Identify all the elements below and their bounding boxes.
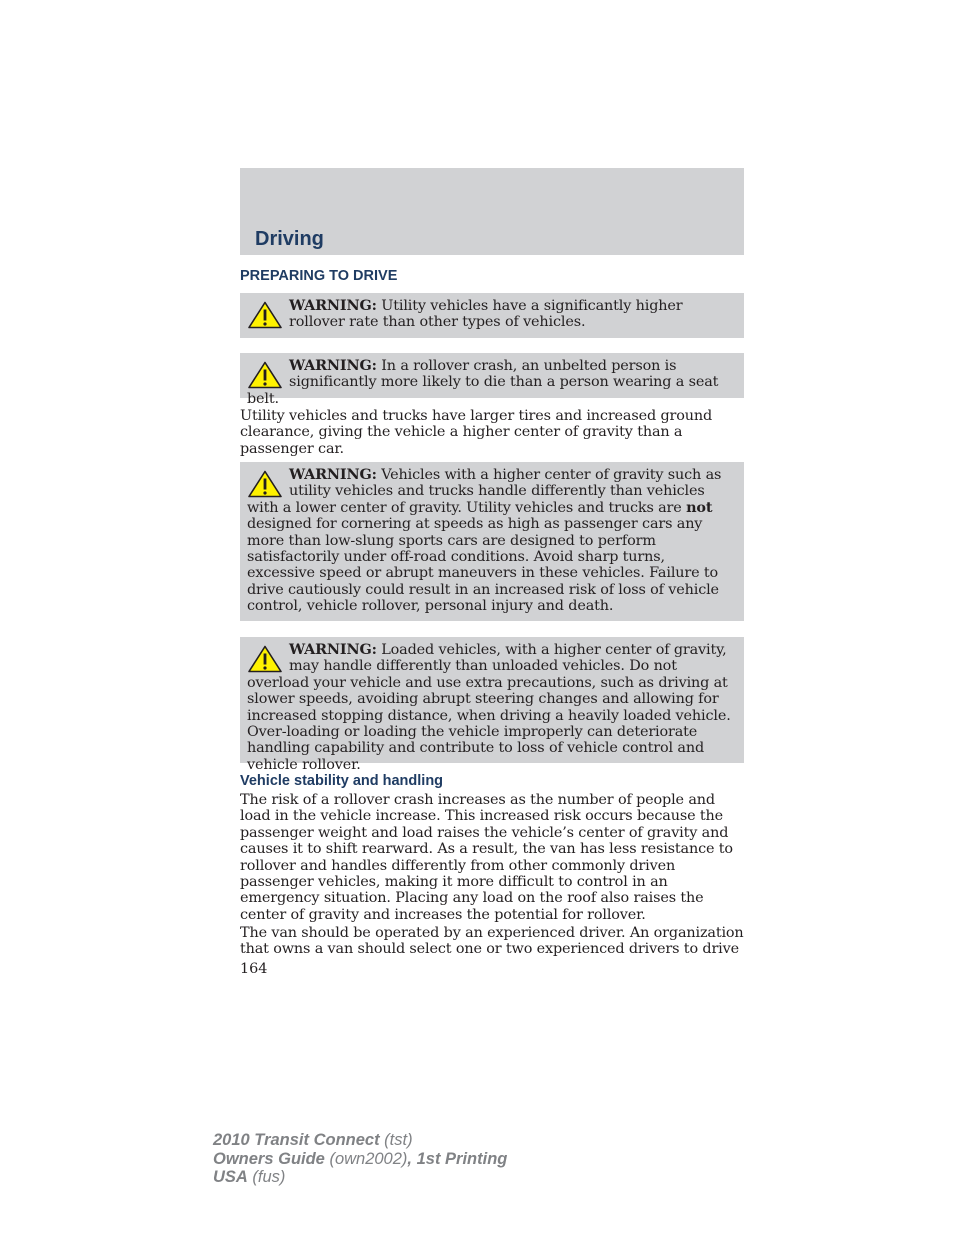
- warning-triangle-icon: [247, 645, 283, 673]
- footer-market-code: (fus): [247, 1168, 286, 1186]
- chapter-header-band: [240, 168, 744, 255]
- warning-emphasis: not: [686, 498, 713, 516]
- warning-label: WARNING:: [289, 297, 377, 314]
- warning-box: [240, 353, 744, 407]
- print-footer: [213, 1131, 507, 1187]
- footer-guide-code: (own2002): [324, 1149, 408, 1168]
- warning-body-continued: designed for cornering at speeds as high as passenger cars any more than low-slung sports cars are designed to perform satisfactorily under off-road conditions. Avoid sharp turns, excessive speed or abrupt maneuvers in these vehicles. Failure to drive cautiously could result in an increased risk of loss of vehicle control, vehicle rollover, personal injury and death.: [247, 516, 719, 615]
- warning-label: WARNING:: [289, 466, 377, 483]
- warning-text: [247, 298, 736, 331]
- footer-market: USA: [213, 1168, 248, 1186]
- warning-text: [247, 467, 736, 615]
- footer-model-code: (tst): [379, 1131, 413, 1149]
- intro-paragraph: Utility vehicles and trucks have larger tires and increased ground clearance, giving the vehicle a higher center of gravity than a passenger car.: [240, 408, 713, 457]
- stability-paragraph: The risk of a rollover crash increases as the number of people and load in the vehicle increase. This increased risk occurs because the passenger weight and load raises the vehicle’s center of gravity and causes it to shift rearward. As a result, the van has less resistance to rollover and handles differently from other commonly driven passenger vehicles, making it more difficult to control in an emergency situation. Placing any load on the roof also raises the center of gravity and increases the potential for rollover.: [240, 792, 733, 923]
- driver-paragraph: The van should be operated by an experienced driver. An organization that owns a van should select one or two experienced drivers to drive: [240, 925, 744, 958]
- warning-triangle-icon: [247, 361, 283, 389]
- footer-printing: , 1st Printing: [407, 1149, 508, 1168]
- warning-body: Vehicles with a higher center of gravity such as utility vehicles and trucks handle differently than vehicles with a lower center of gravity. Utility vehicles and trucks are: [247, 467, 722, 516]
- warning-box: [240, 462, 744, 621]
- footer-line-model: [213, 1131, 507, 1150]
- page-number: 164: [240, 961, 268, 977]
- warning-box: [240, 293, 744, 338]
- chapter-title: Driving: [255, 228, 324, 250]
- warning-text: [247, 358, 736, 407]
- warning-label: WARNING:: [289, 641, 377, 658]
- warning-triangle-icon: [247, 301, 283, 329]
- subsection-title: Vehicle stability and handling: [240, 773, 444, 789]
- warning-label: WARNING:: [289, 357, 377, 374]
- footer-line-guide: [213, 1150, 507, 1169]
- section-title: PREPARING TO DRIVE: [240, 268, 398, 284]
- warning-body: In a rollover crash, an unbelted person is significantly more likely to die than a person wearing a seat belt.: [247, 358, 719, 407]
- warning-box: [240, 637, 744, 773]
- warning-triangle-icon: [247, 470, 283, 498]
- warning-text: [247, 642, 736, 773]
- footer-model: 2010 Transit Connect: [213, 1131, 380, 1149]
- footer-line-market: [213, 1168, 507, 1187]
- warning-body: Utility vehicles have a significantly higher rollover rate than other types of vehicles.: [289, 298, 683, 331]
- footer-guide: Owners Guide: [213, 1149, 325, 1168]
- warning-body: Loaded vehicles, with a higher center of gravity, may handle differently than unloaded vehicles. Do not overload your vehicle and use extra precautions, such as driving at slower speeds, avoiding abrupt steering changes and allowing for increased stopping distance, when driving a heavily loaded vehicle. Over-loading or loading the vehicle improperly can deteriorate handling capability and contribute to loss of vehicle control and vehicle rollover.: [247, 642, 731, 773]
